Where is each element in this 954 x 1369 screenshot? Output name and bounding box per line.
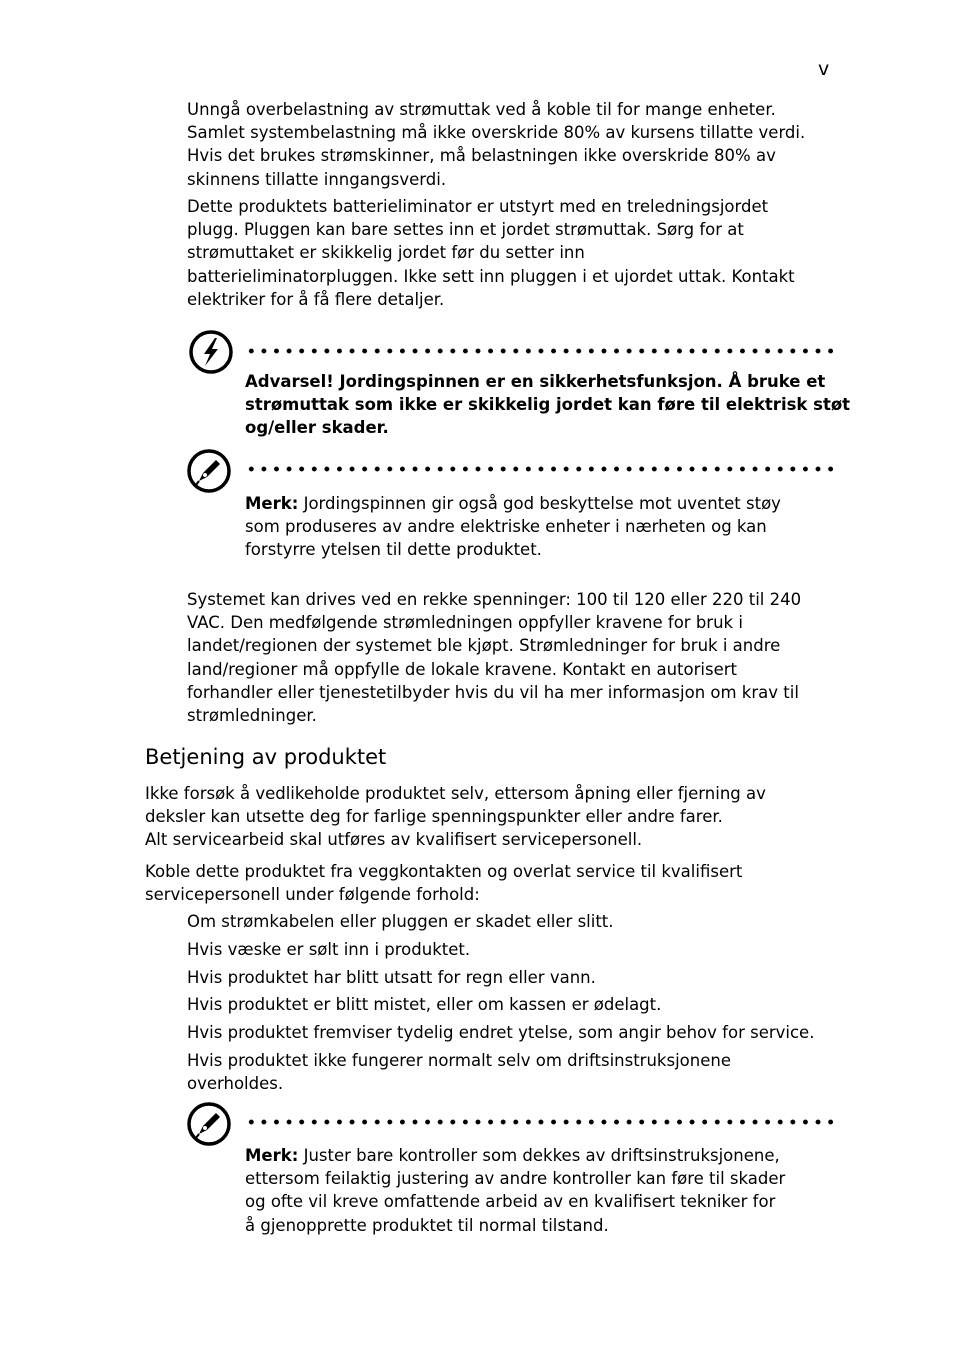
text-line: strømuttaket er skikkelig jordet før du setter inn bbox=[187, 243, 585, 263]
list-item: Hvis produktet fremviser tydelig endret ytelse, som angir behov for service. bbox=[187, 1023, 815, 1042]
text-line: Unngå overbelastning av strømuttak ved å koble til for mange enheter. bbox=[187, 100, 776, 119]
note-grounding bbox=[245, 492, 781, 562]
text-line: deksler kan utsette deg for farlige spenningspunkter eller andre farer. bbox=[145, 807, 723, 827]
text-line: Jordingspinnen gir også god beskyttelse mot uventet støy bbox=[298, 494, 781, 513]
text-line: som produseres av andre elektriske enheter i nærheten og kan bbox=[245, 517, 767, 537]
note-label: Merk: bbox=[245, 1146, 299, 1165]
page-number: v bbox=[818, 58, 830, 80]
dotted-separator bbox=[245, 466, 833, 472]
section-heading: Betjening av produktet bbox=[145, 745, 387, 769]
note-label: Merk: bbox=[245, 494, 299, 513]
text-line: landet/regionen der systemet ble kjøpt. Strømledninger for bruk i andre bbox=[187, 636, 781, 656]
text-line: batterieliminatorpluggen. Ikke sett inn pluggen i et ujordet uttak. Kontakt bbox=[187, 266, 795, 286]
text-line: Koble dette produktet fra veggkontakten og overlat service til kvalifisert bbox=[145, 862, 743, 881]
text-line: overholdes. bbox=[187, 1074, 284, 1094]
text-line: servicepersonell under følgende forhold: bbox=[145, 885, 480, 905]
pen-note-icon bbox=[186, 448, 232, 494]
text-line: Hvis det brukes strømskinner, må belastningen ikke overskride 80% av bbox=[187, 146, 776, 166]
text-line: Juster bare kontroller som dekkes av driftsinstruksjonene, bbox=[298, 1146, 780, 1165]
text-line: Alt servicearbeid skal utføres av kvalifisert servicepersonell. bbox=[145, 830, 643, 850]
list-item: Hvis produktet er blitt mistet, eller om kassen er ødelagt. bbox=[187, 995, 662, 1014]
lightning-warning-icon bbox=[188, 329, 234, 375]
text-line: Systemet kan drives ved en rekke spenninger: 100 til 120 eller 220 til 240 bbox=[187, 590, 802, 609]
text-line: strømuttak som ikke er skikkelig jordet kan føre til elektrisk støt bbox=[245, 395, 851, 415]
paragraph-grounded-plug bbox=[187, 195, 795, 311]
text-line: land/regioner må oppfylle de lokale kravene. Kontakt en autorisert bbox=[187, 659, 737, 679]
list-item: Om strømkabelen eller pluggen er skadet eller slitt. bbox=[187, 912, 614, 931]
text-line: og ofte vil kreve omfattende arbeid av en kvalifisert tekniker for bbox=[245, 1192, 776, 1212]
paragraph-no-self-service bbox=[145, 782, 766, 852]
text-line: forhandler eller tjenestetilbyder hvis du vil ha mer informasjon om krav til bbox=[187, 682, 799, 702]
text-line: Samlet systembelastning må ikke overskride 80% av kursens tillatte verdi. bbox=[187, 123, 806, 143]
list-item: Hvis produktet har blitt utsatt for regn eller vann. bbox=[187, 968, 596, 987]
text-line: skinnens tillatte inngangsverdi. bbox=[187, 169, 447, 189]
text-line: strømledninger. bbox=[187, 706, 317, 726]
text-line: Ikke forsøk å vedlikeholde produktet selv, ettersom åpning eller fjerning av bbox=[145, 784, 766, 803]
text-line: og/eller skader. bbox=[245, 418, 389, 438]
list-item: Hvis væske er sølt inn i produktet. bbox=[187, 940, 471, 959]
text-line: elektriker for å få flere detaljer. bbox=[187, 289, 445, 309]
note-controls bbox=[245, 1144, 785, 1237]
text-line: plugg. Pluggen kan bare settes inn et jordet strømuttak. Sørg for at bbox=[187, 220, 744, 240]
text-line: forstyrre ytelsen til dette produktet. bbox=[245, 540, 542, 560]
text-line: VAC. Den medfølgende strømledningen oppfyller kravene for bruk i bbox=[187, 613, 743, 633]
text-line: Dette produktets batterieliminator er utstyrt med en treledningsjordet bbox=[187, 197, 769, 216]
text-line: å gjenopprette produktet til normal tilstand. bbox=[245, 1215, 609, 1235]
text-line: Advarsel! Jordingspinnen er en sikkerhetsfunksjon. Å bruke et bbox=[245, 372, 826, 391]
pen-note-icon bbox=[186, 1101, 232, 1147]
text-line: Hvis produktet ikke fungerer normalt selv om driftsinstruksjonene bbox=[187, 1051, 731, 1070]
paragraph-overload bbox=[187, 98, 805, 191]
warning-text bbox=[245, 370, 850, 440]
list-item bbox=[187, 1049, 731, 1095]
paragraph-disconnect bbox=[145, 860, 742, 906]
dotted-separator bbox=[245, 348, 833, 354]
text-line: ettersom feilaktig justering av andre kontroller kan føre til skader bbox=[245, 1169, 786, 1189]
paragraph-voltage bbox=[187, 588, 801, 727]
dotted-separator bbox=[245, 1119, 833, 1125]
